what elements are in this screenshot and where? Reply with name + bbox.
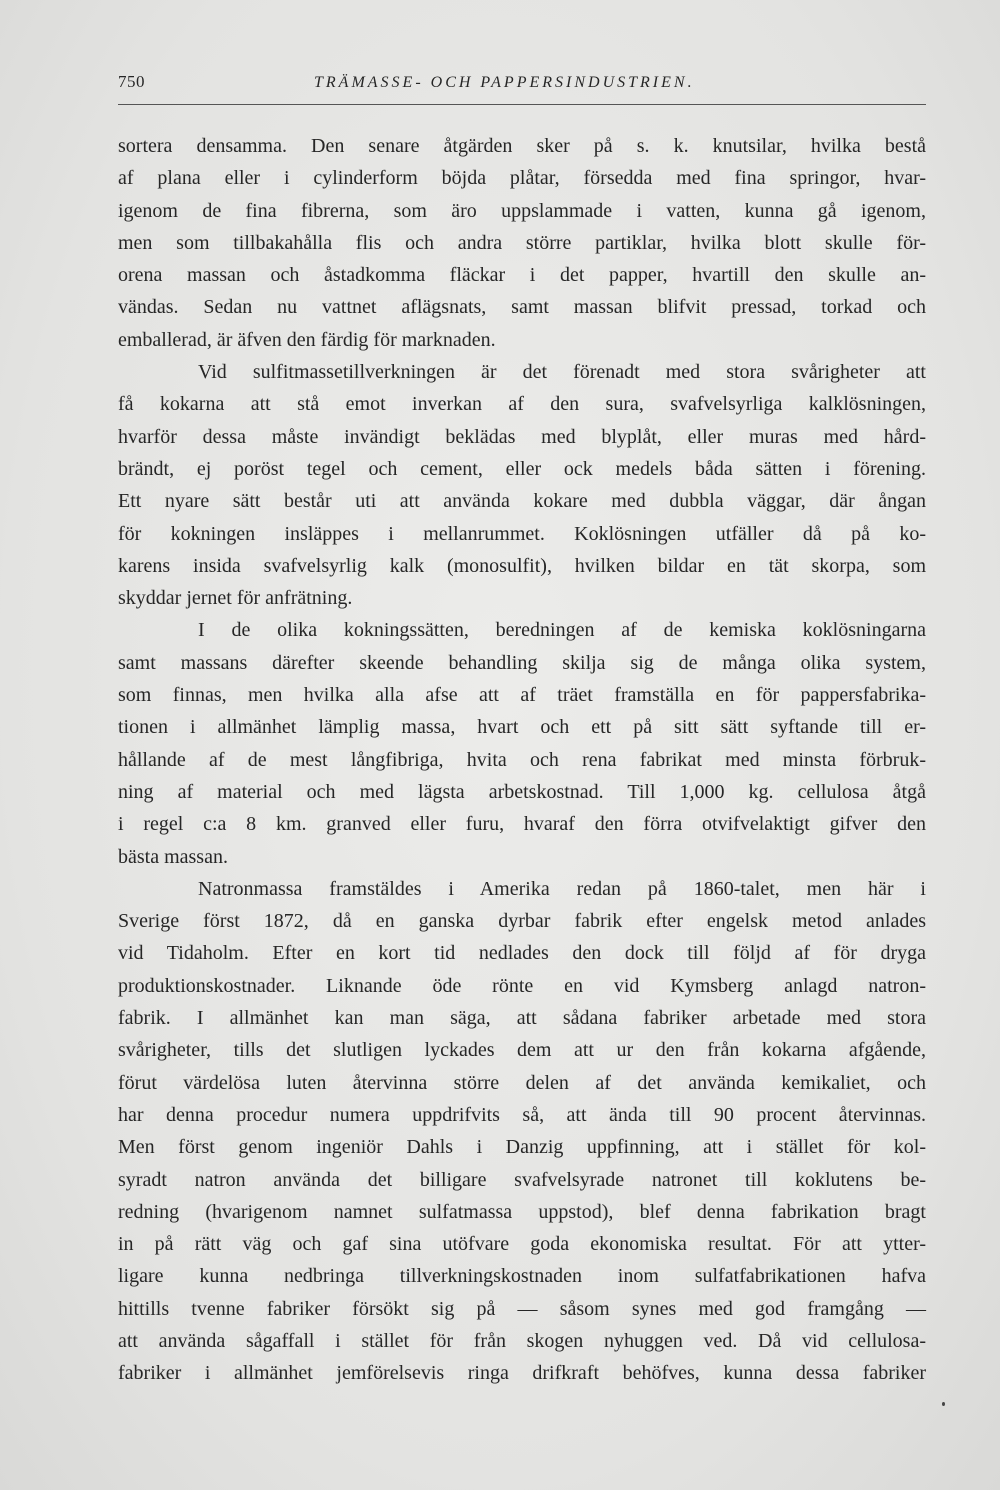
text-line: syradt natron använda det billigare svafvelsyrade natronet till koklutens be- [118, 1168, 926, 1191]
text-line: Ett nyare sätt består uti att använda kokare med dubbla väggar, där ångan [118, 490, 926, 513]
text-line: har denna procedur numera uppdrifvits så, att ända till 90 procent återvinnas. [118, 1103, 926, 1126]
text-line: svårigheter, tills det slutligen lyckades dem att ur den från kokarna afgående, [118, 1039, 926, 1062]
text-line: in på rätt väg och gaf sina utöfvare goda ekonomiska resultat. För att ytter- [118, 1233, 926, 1256]
text-line: att använda sågaffall i stället för från skogen nyhuggen ved. Då vid cellulosa- [118, 1329, 926, 1352]
text-line: Sverige först 1872, då en ganska dyrbar fabrik efter engelsk metod anlades [118, 910, 926, 933]
body-text [118, 130, 926, 1390]
text-line: men som tillbakahålla flis och andra större partiklar, hvilka blott skulle för- [118, 231, 926, 254]
text-line: Vid sulfitmassetillverkningen är det förenadt med stora svårigheter att [198, 361, 926, 384]
text-line: hvarför dessa måste invändigt beklädas med blyplåt, eller muras med hård- [118, 425, 926, 448]
text-line: hållande af de mest långfibriga, hvita och rena fabrikat med minsta förbruk- [118, 748, 926, 771]
text-line: ligare kunna nedbringa tillverkningskostnaden inom sulfatfabrikationen hafva [118, 1265, 926, 1288]
text-line: få kokarna att stå emot inverkan af den sura, svafvelsyrliga kalklösningen, [118, 393, 926, 416]
text-line: fabriker i allmänhet jemförelsevis ringa drifkraft behöfves, kunna dessa fabriker [118, 1362, 926, 1385]
text-line: i regel c:a 8 km. granved eller furu, hvaraf den förra otvifvelaktigt gifver den [118, 813, 926, 836]
text-line: karens insida svafvelsyrlig kalk (monosulfit), hvilken bildar en tät skorpa, som [118, 554, 926, 577]
text-line: fabrik. I allmänhet kan man säga, att sådana fabriker arbetade med stora [118, 1007, 926, 1030]
text-line: orena massan och åstadkomma fläckar i det papper, hvartill den skulle an- [118, 264, 926, 287]
text-line: bästa massan. [118, 845, 228, 868]
text-line: förut värdelösa luten återvinna större delen af det använda kemikaliet, och [118, 1071, 926, 1094]
text-line: samt massans därefter skeende behandling skilja sig de många olika system, [118, 651, 926, 674]
text-line: Men först genom ingeniör Dahls i Danzig uppfinning, att i stället för kol- [118, 1136, 926, 1159]
text-line: ning af material och med lägsta arbetskostnad. Till 1,000 kg. cellulosa åtgå [118, 780, 926, 803]
text-line: redning (hvarigenom namnet sulfatmassa uppstod), blef denna fabrikation bragt [118, 1200, 926, 1223]
text-line: produktionskostnader. Liknande öde rönte en vid Kymsberg anlagd natron- [118, 974, 926, 997]
text-line: Natronmassa framstäldes i Amerika redan på 1860-talet, men här i [198, 877, 926, 900]
text-line: skyddar jernet för anfrätning. [118, 587, 353, 610]
text-line: vid Tidaholm. Efter en kort tid nedlades den dock till följd af för dryga [118, 942, 926, 965]
text-line: hittills tvenne fabriker försökt sig på — såsom synes med god framgång — [118, 1297, 926, 1320]
text-line: som finnas, men hvilka alla afse att af träet framställa en för pappersfabrika- [118, 684, 926, 707]
text-line: igenom de fina fibrerna, som äro uppslammade i vatten, kunna gå igenom, [118, 199, 926, 222]
running-head [118, 72, 928, 102]
page-number: 750 [118, 72, 145, 91]
text-line: sortera densamma. Den senare åtgärden sker på s. k. knutsilar, hvilka bestå [118, 135, 926, 157]
running-title: TRÄMASSE- OCH PAPPERSINDUSTRIEN. [314, 74, 695, 91]
text-line: af plana eller i cylinderform böjda plåtar, försedda med fina springor, hvar- [118, 167, 926, 190]
text-line: brändt, ej poröst tegel och cement, eller ock medels båda sätten i förening. [118, 457, 926, 480]
text-line: tionen i allmänhet lämplig massa, hvart och ett på sitt sätt syftande till er- [118, 716, 926, 739]
print-speck [942, 1402, 945, 1406]
text-line: vändas. Sedan nu vattnet aflägsnats, samt massan blifvit pressad, torkad och [118, 296, 926, 319]
header-rule [118, 104, 926, 105]
text-line: emballerad, är äfven den färdig för marknaden. [118, 328, 496, 351]
text-line: för kokningen insläppes i mellanrummet. Koklösningen utfäller då på ko- [118, 522, 926, 545]
text-line: I de olika kokningssätten, beredningen af de kemiska koklösningarna [198, 619, 926, 642]
